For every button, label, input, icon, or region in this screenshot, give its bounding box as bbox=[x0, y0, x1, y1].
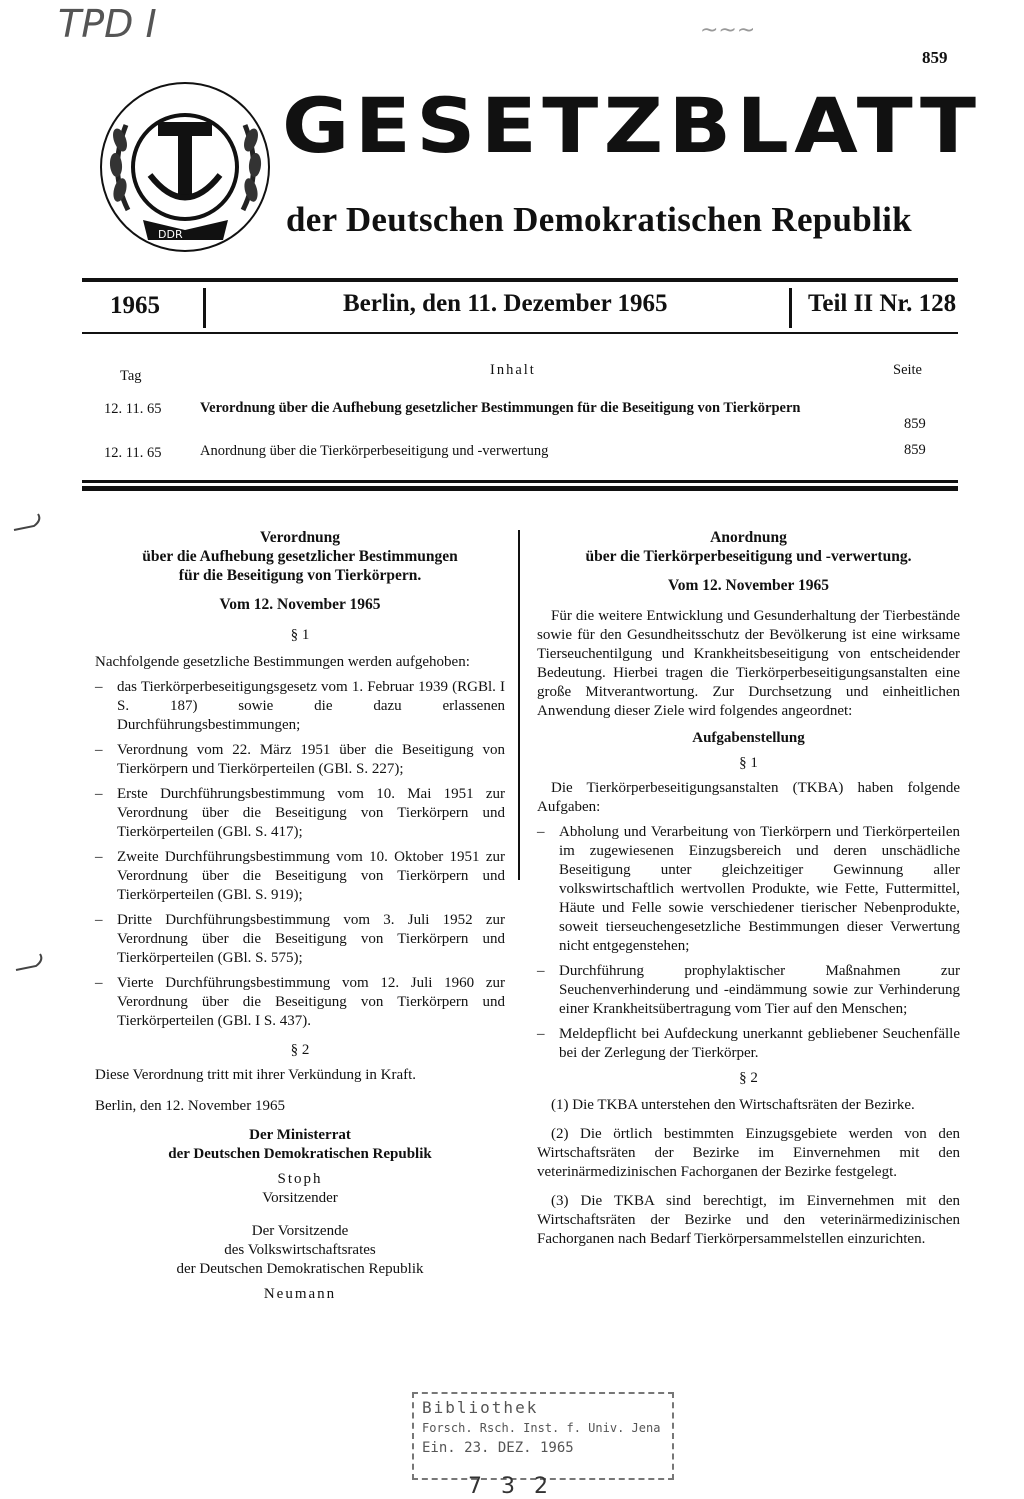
left-column bbox=[95, 528, 505, 1304]
toc-row-page: 859 bbox=[904, 416, 926, 432]
stamp-line: Ein. 23. DEZ. 1965 bbox=[422, 1440, 574, 1456]
section-title: Aufgabenstellung bbox=[692, 730, 805, 746]
list-item-text: Dritte Durchführungsbestimmung vom 3. Juli 1952 zur Verordnung über die Beseitigung von Tierkörpern und Tierkörperteilen (GBl. S. 575); bbox=[117, 912, 505, 966]
signatory-role: Der Vorsitzende bbox=[251, 1223, 349, 1239]
decree-title: für die Beseitigung von Tierkörpern. bbox=[178, 567, 422, 584]
column-divider bbox=[518, 530, 520, 880]
paragraph: (3) Die TKBA sind berechtigt, im Einvernehmen mit den Wirtschaftsräten der Bezirke und den veterinärmedizinischen Fachorganen nach Bedarf Tierkörpersammelstellen einzurichten. bbox=[537, 1193, 960, 1247]
issue-part: Teil II Nr. 128 bbox=[808, 290, 957, 317]
order-date: Vom 12. November 1965 bbox=[667, 577, 830, 594]
paragraph: Die Tierkörperbeseitigungsanstalten (TKBA) haben folgende Aufgaben: bbox=[537, 780, 960, 815]
signatory-role: der Deutschen Demokratischen Republik bbox=[176, 1261, 424, 1277]
library-stamp bbox=[412, 1392, 674, 1480]
section-heading: § 1 bbox=[739, 755, 758, 771]
list-item: – Erste Durchführungsbestimmung vom 10. Mai 1951 zur Verordnung über die Beseitigung von Tierkörpern und Tierkörperteilen (GBl. S. 417); bbox=[95, 786, 505, 840]
double-rule bbox=[82, 486, 958, 491]
repealed-list bbox=[95, 678, 505, 1031]
issue-date: Berlin, den 11. Dezember 1965 bbox=[343, 290, 668, 317]
decree-title: Verordnung bbox=[259, 529, 341, 546]
toc-row-day: 12. 11. 65 bbox=[104, 401, 162, 417]
masthead-title: GESETZBLATT bbox=[282, 81, 982, 170]
tasks-list bbox=[537, 823, 960, 1063]
handwritten-scribble: ~~~ bbox=[700, 18, 756, 43]
preamble: Für die weitere Entwicklung und Gesunderhaltung der Tierbestände sowie für den Gesundheitsschutz der Bevölkerung ist eine wirksame Tierseuchentilgung und Krankheitsbeseitigung von entscheidender Bedeutung. Hierbei tragen die Tierkörperbeseitigungsanstalten eine große Mitverantwortung. Zur Durchsetzung und einheitlichen Anwendung dieser Ziele wird folgendes angeordnet: bbox=[537, 608, 960, 719]
right-column bbox=[537, 528, 960, 1249]
stamp-line: Forsch. Rsch. Inst. f. Univ. Jena bbox=[422, 1421, 661, 1435]
section-heading: § 1 bbox=[290, 627, 310, 643]
list-item: – Durchführung prophylaktischer Maßnahmen zur Seuchenverhinderung und -eindämmung sowie zur Verhinderung einer Krankheitsübertragung vom Tier auf den Menschen; bbox=[537, 963, 960, 1017]
place-date: Berlin, den 12. November 1965 bbox=[95, 1098, 285, 1114]
list-item: – das Tierkörperbeseitigungsgesetz vom 1. Februar 1939 (RGBl. I S. 187) sowie die dazu erlassenen Durchführungsbestimmungen; bbox=[95, 679, 505, 733]
list-item: – Abholung und Verarbeitung von Tierkörpern und Tierkörperteilen im zugewiesenen Einzugsbereich und deren unschädliche Beseitigung unter gleichzeitiger Gewinnung aller volkswirtschaftlich wertvollen Produkte, wie Fette, Futtermittel, Häute und Felle sowie verschiedener tierischer Nebenprodukte, soweit tierseuchengesetzliche Bestimmungen dieser Verwertung nicht entgegenstehen; bbox=[537, 824, 960, 954]
info-rule bbox=[82, 332, 958, 334]
toc-header-page: Seite bbox=[893, 362, 922, 378]
list-item-text: Abholung und Verarbeitung von Tierkörpern und Tierkörperteilen im zugewiesenen Einzugsbereich und deren unschädliche Beseitigung unter gleichzeitiger Gewinnung aller volkswirtschaftlich wertvollen Produkte, wie Fette, Futtermittel, Häute und Felle sowie verschiedener tierischer Nebenprodukte, soweit tierseuchengesetzliche Bestimmungen dieser Verwertung nicht entgegenstehen; bbox=[559, 824, 960, 954]
list-item: – Meldepflicht bei Aufdeckung unerkannt gebliebener Seuchenfälle bei der Zerlegung der Tierkörper. bbox=[537, 1026, 960, 1061]
paragraph: Nachfolgende gesetzliche Bestimmungen werden aufgehoben: bbox=[95, 654, 470, 670]
double-rule bbox=[82, 480, 958, 483]
top-rule bbox=[82, 278, 958, 282]
toc-row-page: 859 bbox=[904, 442, 926, 458]
list-item-text: Meldepflicht bei Aufdeckung unerkannt gebliebener Seuchenfälle bei der Zerlegung der Tierkörper. bbox=[559, 1026, 960, 1061]
margin-mark bbox=[14, 952, 46, 976]
toc-header-content: Inhalt bbox=[490, 362, 536, 378]
list-item-text: Verordnung vom 22. März 1951 über die Beseitigung von Tierkörpern und Tierkörperteilen (GBl. S. 227); bbox=[117, 742, 505, 777]
list-item: – Verordnung vom 22. März 1951 über die Beseitigung von Tierkörpern und Tierkörperteilen (GBl. S. 227); bbox=[95, 742, 505, 777]
paragraph: Diese Verordnung tritt mit ihrer Verkündung in Kraft. bbox=[95, 1067, 417, 1083]
stamp-line: Bibliothek bbox=[422, 1398, 539, 1417]
signatory-role: des Volkswirtschaftsrates bbox=[224, 1242, 376, 1258]
list-item: – Dritte Durchführungsbestimmung vom 3. Juli 1952 zur Verordnung über die Beseitigung von Tierkörpern und Tierkörperteilen (GBl. S. 575); bbox=[95, 912, 505, 966]
signatory-role: Vorsitzender bbox=[262, 1190, 338, 1206]
toc-row-title-text: Verordnung über die Aufhebung gesetzlicher Bestimmungen für die Beseitigung von Tierkörpern bbox=[200, 400, 801, 416]
stamp-number: 7 3 2 bbox=[468, 1474, 554, 1499]
list-item-text: das Tierkörperbeseitigungsgesetz vom 1. Februar 1939 (RGBl. I S. 187) sowie die dazu erlassenen Durchführungsbestimmungen; bbox=[117, 679, 505, 733]
decree-title: über die Aufhebung gesetzlicher Bestimmungen bbox=[142, 548, 458, 565]
list-item: – Vierte Durchführungsbestimmung vom 12. Juli 1960 zur Verordnung über die Beseitigung von Tierkörpern und Tierkörperteilen (GBl. I S. 437). bbox=[95, 975, 505, 1029]
paragraph: (2) Die örtlich bestimmten Einzugsgebiete werden von den Wirtschaftsräten der Bezirke im Einvernehmen mit den veterinärmedizinischen Fachorganen der Bezirke festgelegt. bbox=[537, 1126, 960, 1180]
toc-row-day: 12. 11. 65 bbox=[104, 445, 162, 461]
svg-text:DDR: DDR bbox=[158, 228, 183, 241]
handwritten-note: TPD I bbox=[58, 2, 157, 46]
signatory-org: Der Ministerrat bbox=[249, 1127, 351, 1143]
signatory-org: der Deutschen Demokratischen Republik bbox=[168, 1146, 432, 1162]
issue-year: 1965 bbox=[110, 292, 160, 319]
gdr-emblem bbox=[98, 80, 273, 255]
list-item-text: Vierte Durchführungsbestimmung vom 12. Juli 1960 zur Verordnung über die Beseitigung von Tierkörpern und Tierkörperteilen (GBl. I S. 437). bbox=[117, 975, 505, 1029]
masthead-subtitle: der Deutschen Demokratischen Republik bbox=[286, 200, 912, 239]
list-item-text: Durchführung prophylaktischer Maßnahmen zur Seuchenverhinderung und -eindämmung sowie zur Verhinderung einer Krankheitsübertragung vom Tier auf den Menschen; bbox=[559, 963, 960, 1017]
order-title: Anordnung bbox=[710, 529, 787, 546]
paragraph: (1) Die TKBA unterstehen den Wirtschaftsräten der Bezirke. bbox=[551, 1097, 915, 1113]
signatory-name: Stoph bbox=[277, 1171, 323, 1187]
order-title: über die Tierkörperbeseitigung und -verwertung. bbox=[585, 548, 912, 565]
signatory-name: Neumann bbox=[263, 1286, 337, 1302]
toc-header-day: Tag bbox=[120, 368, 142, 384]
margin-mark bbox=[12, 512, 44, 536]
list-item: – Zweite Durchführungsbestimmung vom 10. Oktober 1951 zur Verordnung über die Beseitigung von Tierkörpern und Tierkörperteilen (GBl. S. 919); bbox=[95, 849, 505, 903]
toc-row-title bbox=[200, 399, 860, 417]
page-number: 859 bbox=[922, 48, 948, 67]
divider bbox=[789, 288, 792, 328]
divider bbox=[203, 288, 206, 328]
section-heading: § 2 bbox=[290, 1042, 310, 1058]
list-item-text: Zweite Durchführungsbestimmung vom 10. Oktober 1951 zur Verordnung über die Beseitigung von Tierkörpern und Tierkörperteilen (GBl. S. 919); bbox=[117, 849, 505, 903]
toc-row-title: Anordnung über die Tierkörperbeseitigung und -verwertung bbox=[200, 443, 549, 459]
list-item-text: Erste Durchführungsbestimmung vom 10. Mai 1951 zur Verordnung über die Beseitigung von Tierkörpern und Tierkörperteilen (GBl. S. 417); bbox=[117, 786, 505, 840]
section-heading: § 2 bbox=[739, 1070, 758, 1086]
decree-date: Vom 12. November 1965 bbox=[219, 596, 381, 613]
